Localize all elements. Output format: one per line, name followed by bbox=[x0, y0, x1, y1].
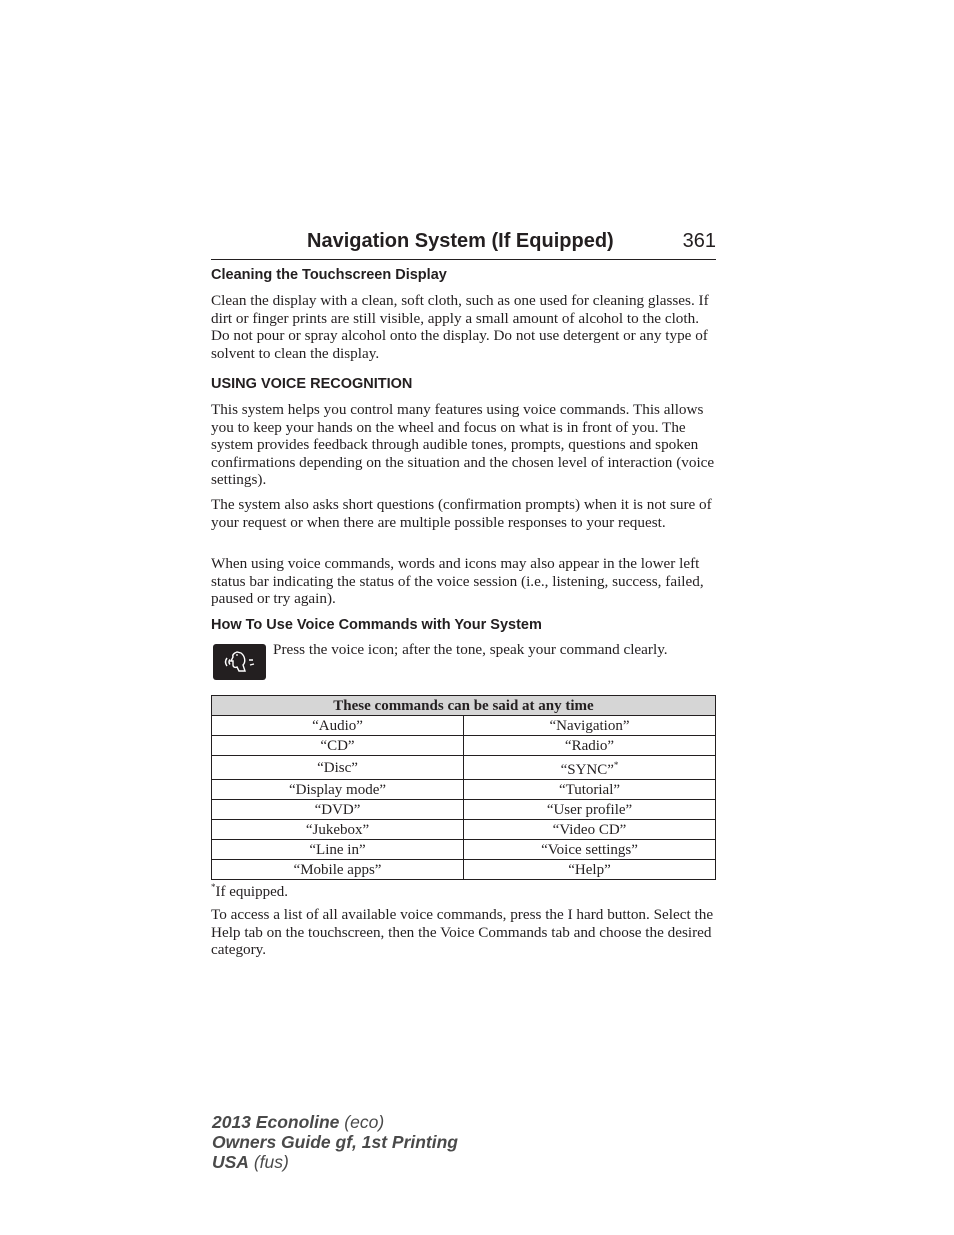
table-cell: “Tutorial” bbox=[464, 780, 716, 800]
table-row bbox=[212, 716, 716, 736]
table-row bbox=[212, 820, 716, 840]
table-cell: “Audio” bbox=[212, 716, 464, 736]
table-cell: “User profile” bbox=[464, 800, 716, 820]
voice-paragraph-3: When using voice commands, words and icons may also appear in the lower left status bar indicating the status of the voice session (i.e., listening, success, failed, paused or try again). bbox=[211, 555, 704, 608]
howto-paragraph: Press the voice icon; after the tone, speak your command clearly. bbox=[273, 641, 668, 658]
howto-heading: How To Use Voice Commands with Your System bbox=[211, 617, 542, 633]
table-row bbox=[212, 736, 716, 756]
footnote-marker: * bbox=[613, 760, 619, 770]
footnote-marker: * bbox=[211, 882, 216, 892]
table-cell: “Help” bbox=[464, 860, 716, 880]
footer-region-code: (fus) bbox=[253, 1152, 289, 1172]
table-cell bbox=[464, 756, 716, 780]
page-title: Navigation System (If Equipped) bbox=[307, 230, 614, 252]
table-cell: “Video CD” bbox=[464, 820, 716, 840]
page-number: 361 bbox=[682, 230, 716, 252]
cleaning-heading: Cleaning the Touchscreen Display bbox=[211, 267, 447, 283]
table-row bbox=[212, 860, 716, 880]
table-cell: “Voice settings” bbox=[464, 840, 716, 860]
table-row bbox=[212, 840, 716, 860]
table-header: These commands can be said at any time bbox=[212, 696, 716, 716]
page-footer bbox=[212, 1112, 458, 1172]
table-cell: “DVD” bbox=[212, 800, 464, 820]
sync-label: “SYNC” bbox=[560, 762, 614, 778]
table-cell: “Radio” bbox=[464, 736, 716, 756]
table-cell: “Display mode” bbox=[212, 780, 464, 800]
footer-region: USA bbox=[212, 1152, 249, 1172]
table-row bbox=[212, 756, 716, 780]
table-cell: “Navigation” bbox=[464, 716, 716, 736]
voice-commands-table bbox=[211, 695, 716, 880]
table-row bbox=[212, 800, 716, 820]
table-footnote bbox=[211, 882, 288, 901]
table-cell: “Mobile apps” bbox=[212, 860, 464, 880]
table-cell: “Disc” bbox=[212, 756, 464, 780]
table-row bbox=[212, 780, 716, 800]
voice-paragraph-2: The system also asks short questions (confirmation prompts) when it is not sure of your request or when there are multiple possible responses to your request. bbox=[211, 496, 712, 531]
voice-command-icon bbox=[213, 644, 266, 680]
table-cell: “Jukebox” bbox=[212, 820, 464, 840]
footer-printing: Owners Guide gf, 1st Printing bbox=[212, 1132, 458, 1152]
cleaning-paragraph: Clean the display with a clean, soft cloth, such as one used for cleaning glasses. If dirt or finger prints are still visible, apply a small amount of alcohol to the cloth. Do not pour or spray alcohol onto the display. Do not use detergent or any type of solvent to clean the display. bbox=[211, 292, 709, 362]
closing-paragraph: To access a list of all available voice commands, press the I hard button. Select the Help tab on the touchscreen, then the Voice Commands tab and choose the desired category. bbox=[211, 906, 714, 959]
footnote-text: If equipped. bbox=[215, 884, 288, 900]
voice-paragraph-1: This system helps you control many features using voice commands. This allows you to keep your hands on the wheel and focus on what is in front of you. The system provides feedback through audible tones, prompts, questions and spoken confirmations depending on the situation and the chosen level of interaction (voice settings). bbox=[211, 401, 715, 489]
footer-model: 2013 Econoline bbox=[212, 1112, 340, 1132]
table-cell: “Line in” bbox=[212, 840, 464, 860]
voice-heading: USING VOICE RECOGNITION bbox=[211, 376, 413, 392]
page-header bbox=[211, 228, 716, 260]
table-cell: “CD” bbox=[212, 736, 464, 756]
footer-model-code: (eco) bbox=[344, 1112, 385, 1132]
